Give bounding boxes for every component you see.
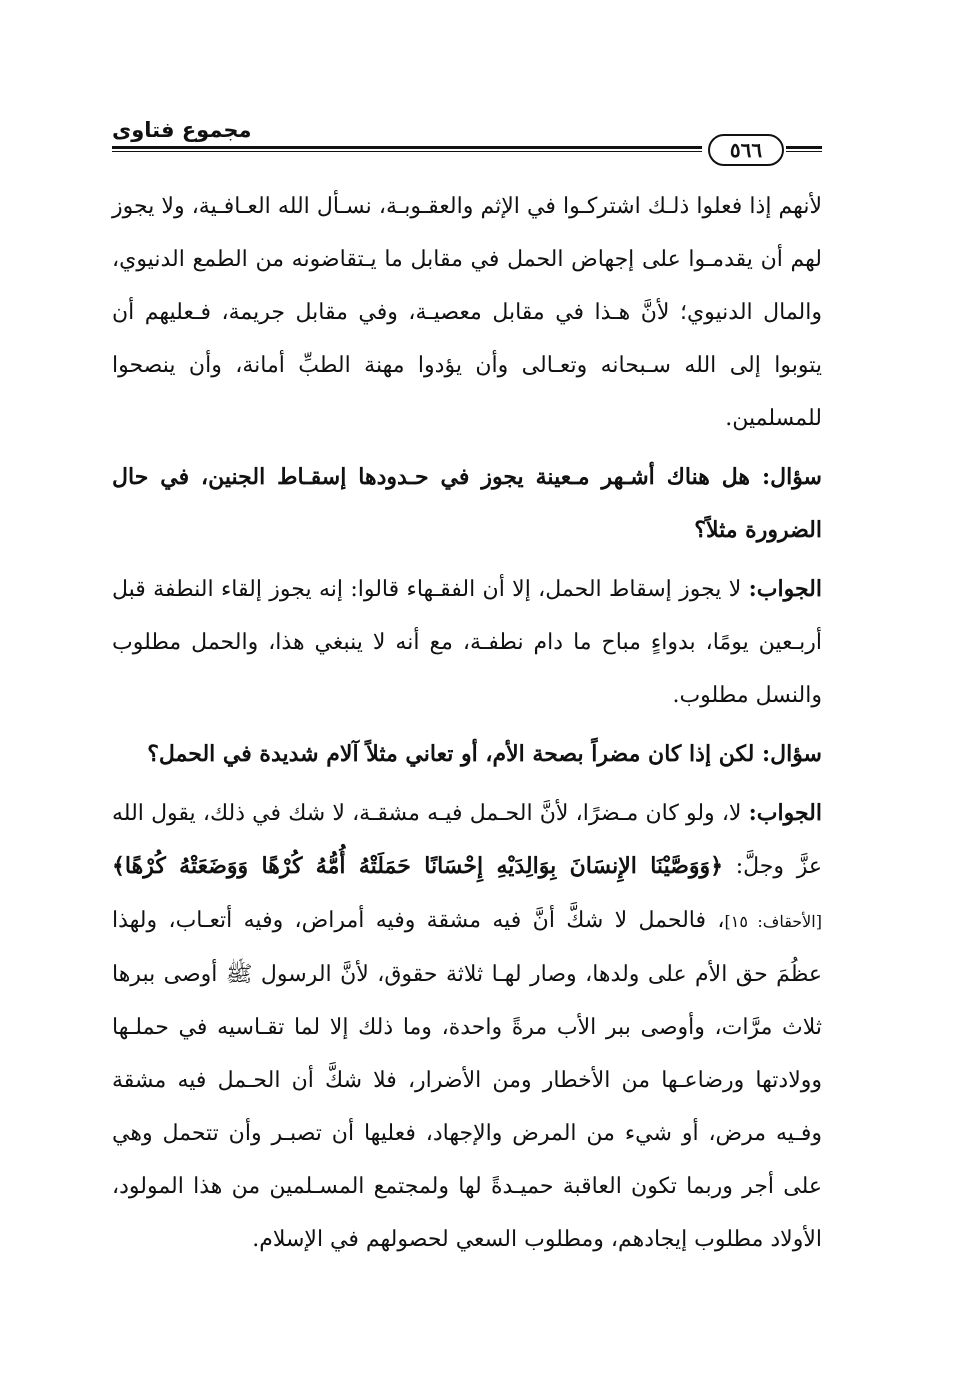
question-1: سؤال: هل هناك أشـهر مـعينة يجوز في حـدودها إسقـاط الجنين، في حال الضرورة مثلاً؟ xyxy=(112,464,822,543)
quran-verse: ﴿وَوَصَّيْنَا الإِنسَانَ بِوَالِدَيْهِ إِحْسَانًا حَمَلَتْهُ أُمُّهُ كُرْهًا وَوَضَعَتْهُ كُرْهًا﴾ xyxy=(112,853,724,879)
answer-text: لا، ولو كان مـضرًا، لأنَّ الحـمل فيـه مشقـة، لا شك في ذلك، يقول الله عزَّ وجلَّ: xyxy=(112,801,822,879)
header-rule-right xyxy=(786,146,822,152)
book-title: مجموع فتاوى xyxy=(112,118,252,142)
answer-2 xyxy=(112,787,822,1266)
answer-label: الجواب: xyxy=(748,576,822,602)
header-rule xyxy=(112,146,702,152)
answer-1 xyxy=(112,563,822,722)
page-number: ٥٦٦ xyxy=(708,134,784,166)
answer-text-cont: ، فالحمل لا شكَّ أنَّ فيه مشقة وفيه أمراض، وفيه أتعـاب، ولهذا عظُمَ حق الأم على ولدها، وصار لهـا ثلاثة حقوق، لأنَّ الرسول ﷺ أوصى ببرها ثلاث مرَّات، وأوصى ببر الأب مرةً واحدة، وما ذلك إلا لما تقـاسيه في حملـها وولادتها ورضاعـها من الأخطار ومن الأضرار، فلا شكَّ أن الحـمل فيه مشقة وفـيه مرض، أو شيء من المرض والإجهاد، فعليها أن تصبـر وأن تتحمل وهي على أجر وربما تكون العاقبة حميـدةً لها ولمجتمع المسـلمين من هذا المولود، الأولاد مطلوب إيجادهم، ومطلوب السعي لحصولهم في الإسلام. xyxy=(112,908,822,1252)
paragraph: لأنهم إذا فعلوا ذلـك اشتركـوا في الإثم والعقـوبـة، نسـأل الله العـافـية، ولا يجوز لهم أن يقدمـوا على إجهاض الحمل في مقابل ما يـتقاضونه من الطمع الدنيوي، والمال الدنيوي؛ لأنَّ هـذا في مقابل معصيـة، وفي مقابل جريمة، فـعليهم أن يتوبوا إلى الله سـبحانه وتعـالى وأن يؤدوا مهنة الطبِّ أمانة، وأن ينصحوا للمسلمين. xyxy=(112,194,822,431)
answer-text: لا يجوز إسقاط الحمل، إلا أن الفقـهاء قالوا: إنه يجوز إلقاء النطفة قبل أربـعين يومًا، بدواءٍ مباح ما دام نطفـة، مع أنه لا ينبغي هذا، والحمل مطلوب والنسل مطلوب. xyxy=(112,577,822,708)
page-header xyxy=(112,112,822,162)
question-2: سؤال: لكن إذا كان مضراً بصحة الأم، أو تعاني مثلاً آلام شديدة في الحمل؟ xyxy=(147,741,822,767)
answer-label: الجواب: xyxy=(748,800,822,826)
verse-citation: [الأحقاف: ١٥] xyxy=(724,912,822,931)
page-body xyxy=(112,180,822,1272)
